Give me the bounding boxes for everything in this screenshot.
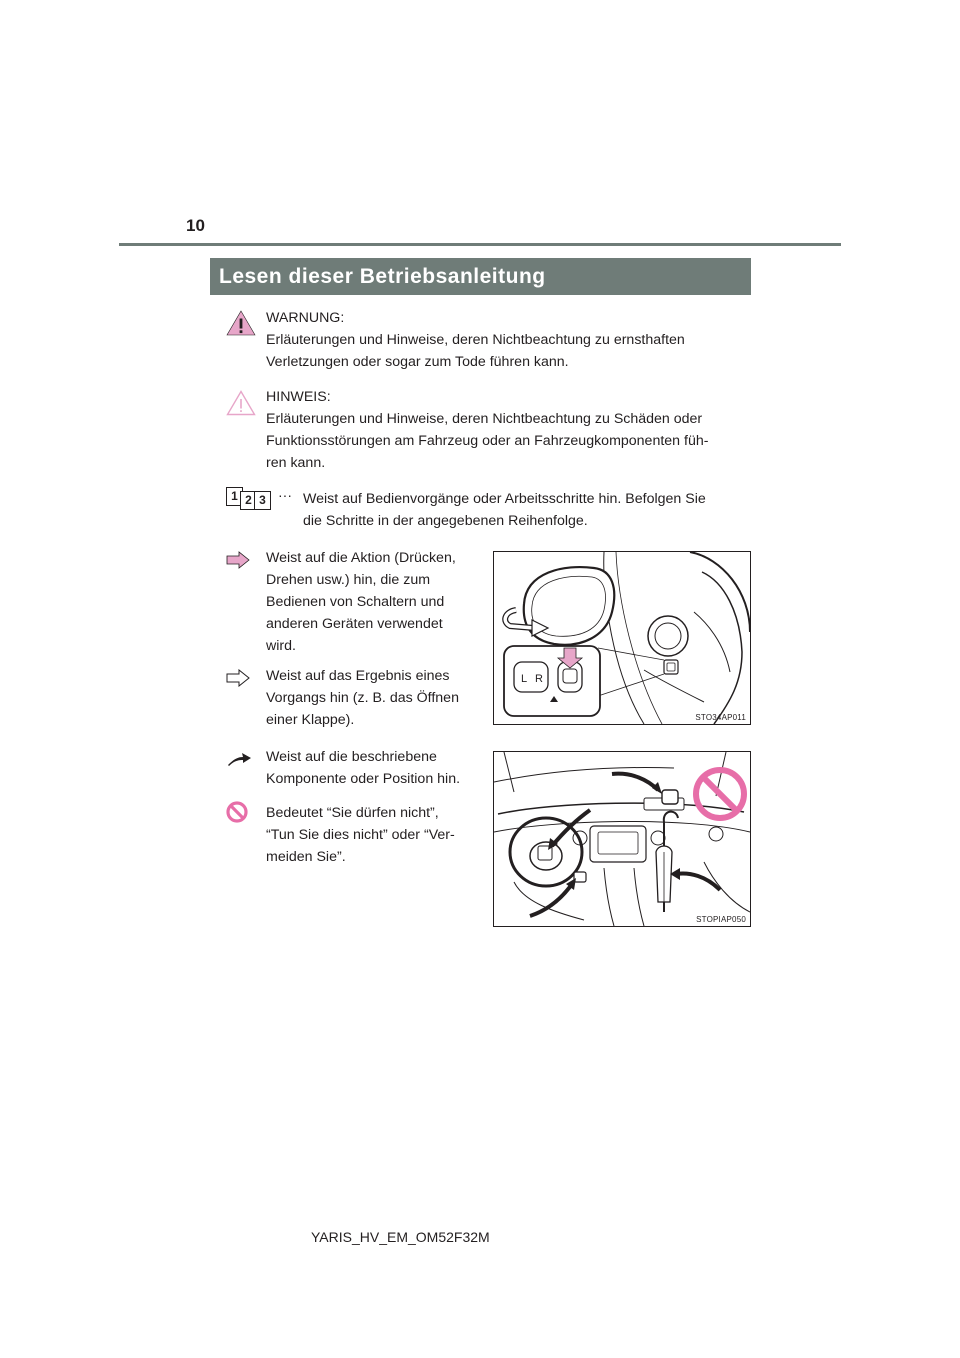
action-line: wird. xyxy=(266,638,296,654)
step-number-1: 1 xyxy=(226,487,243,506)
component-line: Komponente oder Position hin. xyxy=(266,771,461,787)
footer-model-code: YARIS_HV_EM_OM52F32M xyxy=(311,1229,490,1245)
notice-line: ren kann. xyxy=(266,455,326,471)
prohibited-line: meiden Sie”. xyxy=(266,849,346,865)
dashboard-illustration xyxy=(493,751,751,927)
action-line: anderen Geräten verwendet xyxy=(266,616,443,632)
steps-description xyxy=(303,488,745,532)
component-pointer-arrow-icon xyxy=(226,751,252,767)
action-description xyxy=(266,547,478,657)
component-line: Weist auf die beschriebene xyxy=(266,749,437,765)
step-number-2: 2 xyxy=(240,491,257,510)
result-arrow-outline-icon xyxy=(226,669,250,687)
steps-line: die Schritte in der angegebenen Reihenfolge. xyxy=(303,513,588,529)
figure-code: STOPIAP050 xyxy=(696,915,746,924)
result-line: Vorgangs hin (z. B. das Öffnen xyxy=(266,690,459,706)
action-line: Drehen usw.) hin, die zum xyxy=(266,572,431,588)
page-number: 10 xyxy=(186,216,205,235)
step-numbers-icon xyxy=(226,487,276,511)
notice-label: HINWEIS: xyxy=(266,389,331,405)
prohibited-circle-icon xyxy=(226,801,248,823)
action-arrow-filled-icon xyxy=(226,551,250,569)
mirror-adjustment-drawing xyxy=(494,552,750,724)
result-line: Weist auf das Ergebnis eines xyxy=(266,668,450,684)
warning-triangle-filled-icon xyxy=(226,310,256,336)
prohibited-line: “Tun Sie dies nicht” oder “Ver- xyxy=(266,827,455,843)
notice-line: Funktionsstörungen am Fahrzeug oder an Fahrzeugkomponenten füh- xyxy=(266,433,709,449)
mirror-adjustment-illustration xyxy=(493,551,751,725)
action-line: Weist auf die Aktion (Drücken, xyxy=(266,550,456,566)
notice-description xyxy=(266,386,745,474)
steps-separator: ··· xyxy=(278,487,292,503)
notice-line: Erläuterungen und Hinweise, deren Nichtbeachtung zu Schäden oder xyxy=(266,411,703,427)
figure-code: STO34AP011 xyxy=(695,713,746,722)
notice-triangle-outline-icon xyxy=(226,390,256,416)
warning-description xyxy=(266,307,745,373)
header-rule xyxy=(119,243,841,246)
mirror-switch-right-label: R xyxy=(535,673,543,685)
prohibited-line: Bedeutet “Sie dürfen nicht”, xyxy=(266,805,439,821)
prohibited-description xyxy=(266,802,478,868)
action-line: Bedienen von Schaltern und xyxy=(266,594,445,610)
warning-label: WARNUNG: xyxy=(266,310,345,326)
component-description xyxy=(266,746,478,790)
result-line: einer Klappe). xyxy=(266,712,355,728)
section-title: Lesen dieser Betriebsanleitung xyxy=(210,258,751,295)
step-number-3: 3 xyxy=(254,491,271,510)
mirror-switch-left-label: L xyxy=(521,673,528,685)
result-description xyxy=(266,665,478,731)
steps-line: Weist auf Bedienvorgänge oder Arbeitsschritte hin. Befolgen Sie xyxy=(303,491,706,507)
warning-line: Verletzungen oder sogar zum Tode führen kann. xyxy=(266,354,569,370)
dashboard-drawing xyxy=(494,752,750,926)
warning-line: Erläuterungen und Hinweise, deren Nichtbeachtung zu ernsthaften xyxy=(266,332,685,348)
